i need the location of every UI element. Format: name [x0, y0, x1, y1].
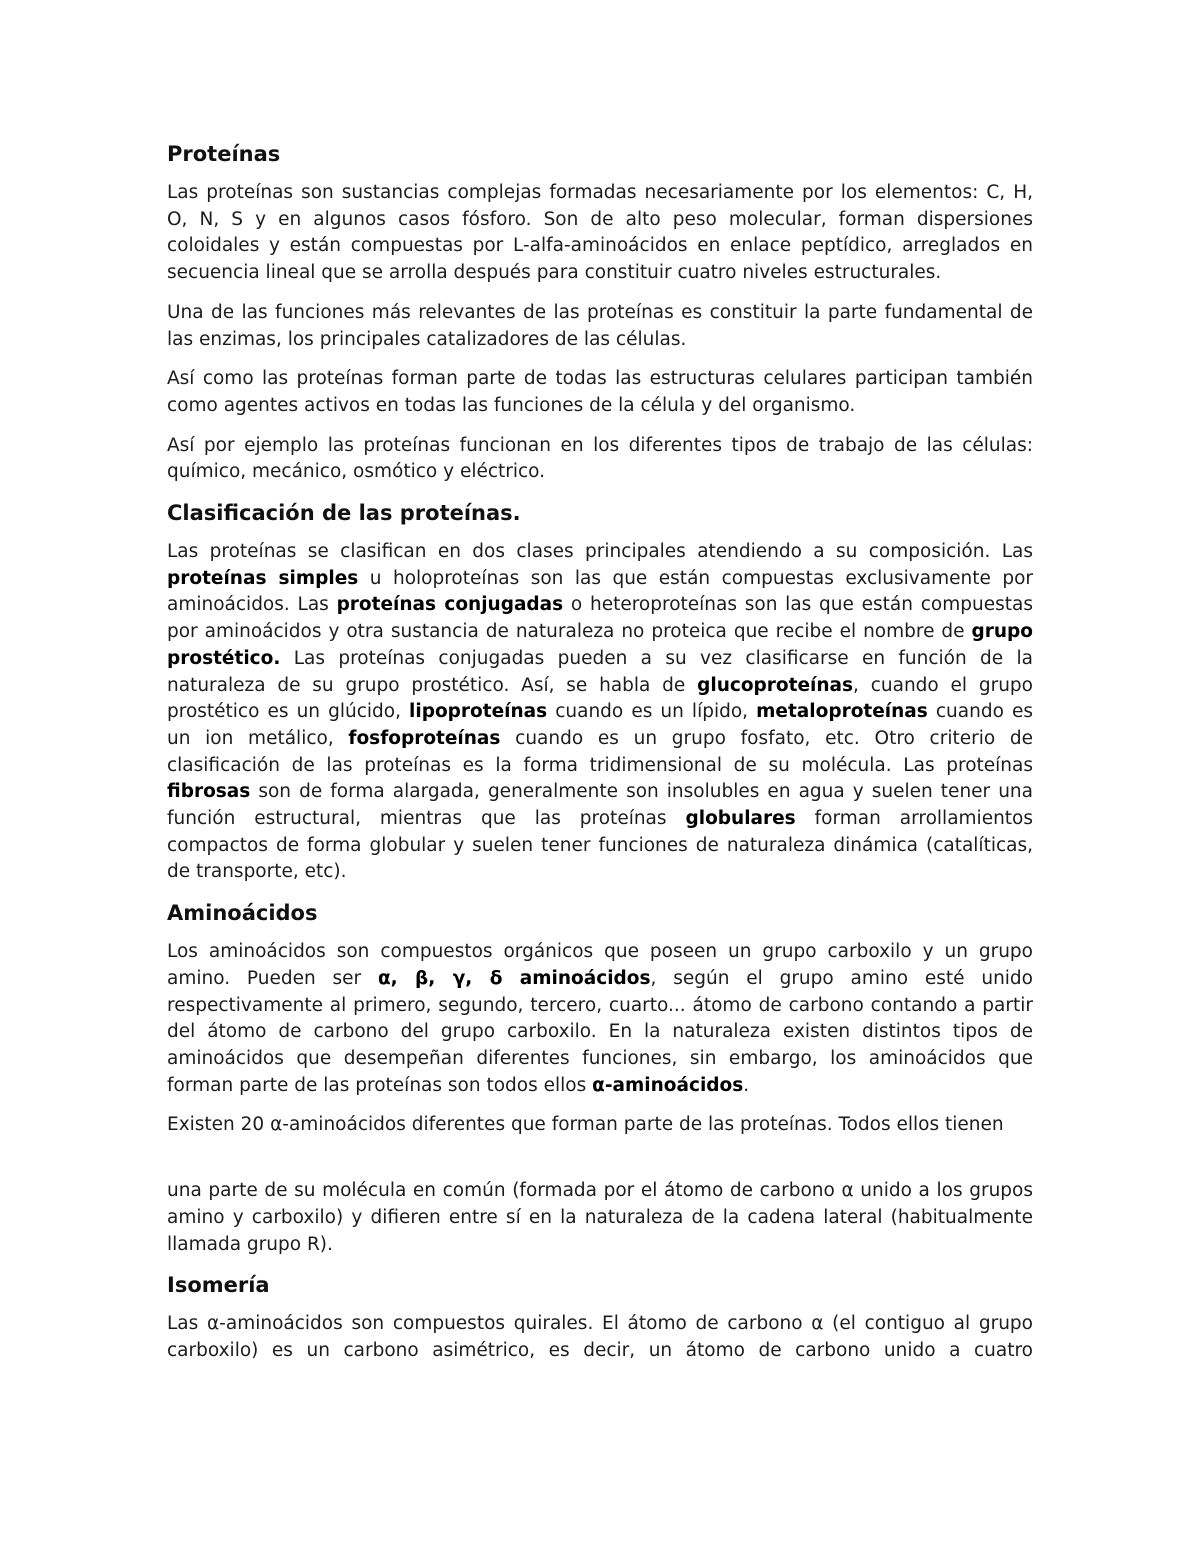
text-run: Los aminoácidos son compuestos orgánicos que poseen un grupo carboxilo y un grupo amino. Pueden ser [167, 941, 1033, 989]
paragraph-aminoacidos [167, 939, 1033, 1099]
paragraph: Así por ejemplo las proteínas funcionan en los diferentes tipos de trabajo de las células: químico, mecánico, osmótico y eléctrico. [167, 434, 1033, 483]
bold-term: grupo prostético. [167, 621, 1033, 669]
bold-term: globulares [685, 808, 796, 830]
section-title-aminoacidos: Aminoácidos [167, 901, 318, 926]
text-run: , cuando el grupo prostético es un glúcido, [167, 674, 1033, 723]
paragraph-clasificacion [167, 539, 1033, 886]
document-page [167, 140, 1033, 1378]
spacer [167, 1152, 1033, 1178]
text-run: son de forma alargada, generalmente son insolubles en agua y suelen tener una función estructural, mientras que las proteínas [167, 781, 1033, 830]
text-run: , según el grupo amino esté unido respectivamente al primero, segundo, tercero, cuarto... átomo de carbono contando a partir del átomo de carbono del grupo carboxilo. En la naturaleza existen distintos tipos de aminoácidos que desempeñan diferentes funciones, sin embargo, los aminoácidos que forman parte de las proteínas son todos ellos [167, 967, 1033, 1096]
text-run: Las proteínas conjugadas pueden a su vez clasificarse en función de la naturaleza de su grupo prostético. Así, se habla de [167, 647, 1033, 696]
paragraph: Las proteínas son sustancias complejas formadas necesariamente por los elementos: C, H, O, N, S y en algunos casos fósforo. Son de alto peso molecular, forman dispersiones coloidales y están compuestas por L-alfa-aminoácidos en enlace peptídico, arreglados en secuencia lineal que se arrolla después para constituir cuatro niveles estructurales. [167, 182, 1033, 284]
bold-term: glucoproteínas [697, 674, 854, 696]
paragraph: una parte de su molécula en común (formada por el átomo de carbono α unido a los grupos amino y carboxilo) y difieren entre sí en la naturaleza de la cadena lateral (habitualmente llamada grupo R). [167, 1180, 1033, 1255]
text-run: cuando es un grupo fosfato, etc. Otro criterio de clasificación de las proteínas es la forma tridimensional de su molécula. Las proteínas [167, 727, 1034, 776]
text-run: forman arrollamientos compactos de forma globular y suelen tener funciones de naturaleza dinámica (catalíticas, de transporte, etc). [167, 808, 1034, 883]
bold-term: fosfoproteínas [348, 727, 501, 749]
bold-term: proteínas simples [167, 567, 359, 589]
text-run: cuando es un ion metálico, [167, 701, 1033, 749]
text-run: . [743, 1074, 750, 1096]
paragraph: Las α-aminoácidos son compuestos quirales. El átomo de carbono α (el contiguo al grupo carboxilo) es un carbono asimétrico, es decir, un átomo de carbono unido a cuatro [167, 1313, 1033, 1361]
section-title-isomeria: Isomería [167, 1273, 270, 1298]
text-run: cuando es un lípido, [547, 701, 757, 723]
bold-term: proteínas conjugadas [336, 594, 564, 616]
text-run: u holoproteínas son las que están compuestas exclusivamente por aminoácidos. Las [167, 567, 1034, 616]
bold-term: α, β, γ, δ aminoácidos [377, 967, 651, 989]
bold-term: metaloproteínas [756, 701, 928, 723]
paragraph: Existen 20 α-aminoácidos diferentes que forman parte de las proteínas. Todos ellos tienen [167, 1114, 1004, 1136]
paragraph: Así como las proteínas forman parte de todas las estructuras celulares participan también como agentes activos en todas las funciones de la célula y del organismo. [167, 368, 1033, 416]
section-title-proteinas: Proteínas [167, 142, 281, 166]
text-run: o heteroproteínas son las que están compuestas por aminoácidos y otra sustancia de naturaleza no proteica que recibe el nombre de [167, 594, 1033, 643]
bold-term: fibrosas [167, 781, 251, 803]
text-run: Las proteínas se clasifican en dos clases principales atendiendo a su composición. Las [167, 541, 1033, 563]
bold-term: lipoproteínas [409, 701, 548, 723]
section-title-clasificacion: Clasificación de las proteínas. [167, 501, 521, 526]
paragraph: Una de las funciones más relevantes de las proteínas es constituir la parte fundamental de las enzimas, los principales catalizadores de las células. [167, 301, 1033, 350]
bold-term: α-aminoácidos [592, 1074, 744, 1096]
